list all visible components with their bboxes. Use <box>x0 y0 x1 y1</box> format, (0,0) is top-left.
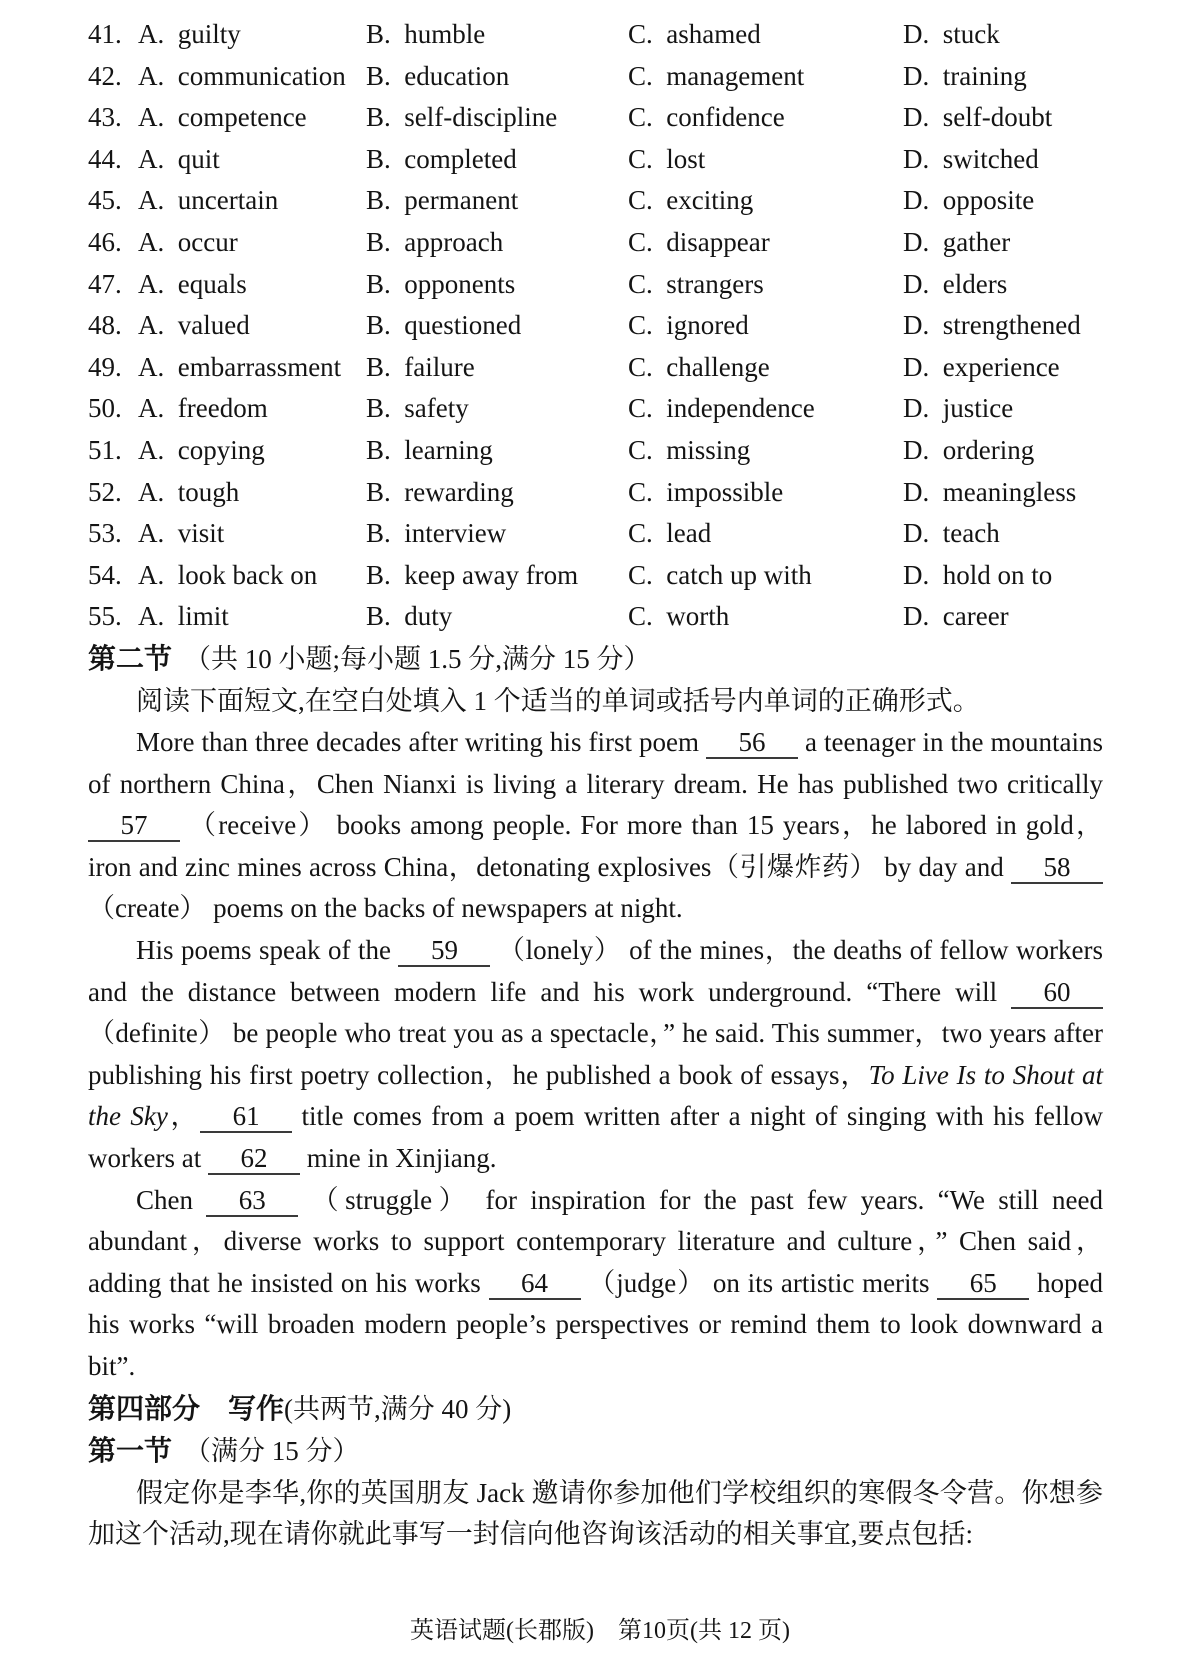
option-a: A. copying <box>138 434 265 465</box>
passage-text: Chen <box>136 1184 207 1215</box>
option-row <box>88 555 1103 597</box>
question-number: 49. <box>88 351 122 382</box>
option-a: A. valued <box>138 310 250 341</box>
section2-title: 第二节 <box>88 642 173 674</box>
option-a: A. communication <box>138 60 346 91</box>
option-a: A. freedom <box>138 393 268 424</box>
section2-note: （共 10 小题;每小题 1.5 分,满分 15 分） <box>184 643 651 674</box>
question-number: 51. <box>88 434 122 465</box>
option-b: B. education <box>366 60 510 91</box>
option-d: D. meaningless <box>903 476 1077 507</box>
option-c: C. challenge <box>628 351 770 382</box>
option-a: A. occur <box>138 226 238 257</box>
writing-section1-title: 第一节 <box>88 1435 173 1467</box>
option-c: C. ignored <box>628 310 749 341</box>
writing-section1-note: （满分 15 分） <box>184 1436 360 1467</box>
option-a: A. visit <box>138 518 225 549</box>
option-b: B. failure <box>366 351 475 382</box>
option-a: A. embarrassment <box>138 351 342 382</box>
passage-text: title comes from a poem written after a night of singing with his fellow workers at <box>88 1101 1104 1174</box>
option-c: C. disappear <box>628 226 770 257</box>
passage-text: （judge） on its artistic merits <box>580 1267 938 1298</box>
passage <box>88 722 1103 1388</box>
question-number: 54. <box>88 559 122 590</box>
passage-text: （definite） be people who treat you as a spectacle，” he said. This summer，two years after publishing his first poetry collection，he published a book of essays， <box>88 1018 1103 1090</box>
blank-59: 59 <box>398 935 490 967</box>
option-c: C. exciting <box>628 185 754 216</box>
passage-paragraph <box>88 1180 1103 1388</box>
option-c: C. impossible <box>628 476 784 507</box>
question-number: 42. <box>88 60 122 91</box>
blank-61: 61 <box>200 1101 292 1133</box>
option-c: C. independence <box>628 393 815 424</box>
option-d: D. ordering <box>903 434 1035 465</box>
option-a: A. limit <box>138 601 229 632</box>
option-c: C. catch up with <box>628 559 812 590</box>
question-number: 41. <box>88 19 122 49</box>
option-a: A. competence <box>138 102 307 133</box>
book-title: To Live Is to Shout at the Sky <box>88 1059 1103 1132</box>
option-d: D. career <box>903 601 1009 632</box>
blank-63: 63 <box>206 1185 298 1217</box>
passage-text: hoped his works “will broaden modern people’s perspectives or remind them to look downward a bit”. <box>88 1267 1103 1381</box>
option-d: D. opposite <box>903 185 1035 216</box>
option-b: B. completed <box>366 143 517 174</box>
option-row <box>88 513 1103 555</box>
option-b: B. approach <box>366 226 504 257</box>
question-number: 43. <box>88 102 122 133</box>
passage-text: His poems speak of the <box>136 935 399 966</box>
option-c: C. missing <box>628 434 751 465</box>
option-b: B. duty <box>366 601 453 632</box>
option-a: A. uncertain <box>138 185 279 216</box>
part4-title: 第四部分 写作 <box>88 1392 285 1424</box>
option-row <box>88 388 1103 430</box>
part4-heading <box>88 1388 1103 1431</box>
option-d: D. justice <box>903 393 1014 424</box>
option-d: D. teach <box>903 518 1000 549</box>
question-number: 46. <box>88 226 122 257</box>
option-row <box>88 97 1103 139</box>
option-d: D. elders <box>903 268 1008 299</box>
option-d: D. stuck <box>903 19 1000 49</box>
option-row <box>88 264 1103 306</box>
option-d: D. hold on to <box>903 559 1053 590</box>
option-row <box>88 222 1103 264</box>
blank-60: 60 <box>1011 977 1103 1009</box>
option-row <box>88 472 1103 514</box>
option-b: B. humble <box>366 19 486 49</box>
option-b: B. learning <box>366 434 493 465</box>
option-a: A. guilty <box>138 19 241 49</box>
option-a: A. look back on <box>138 559 318 590</box>
writing-section1-heading <box>88 1430 1103 1473</box>
option-a: A. equals <box>138 268 247 299</box>
passage-text: a teenager in the mountains of northern China，Chen Nianxi is living a literary dream. He has published two critically <box>88 727 1103 799</box>
option-row <box>88 180 1103 222</box>
blank-58: 58 <box>1011 852 1103 884</box>
option-row <box>88 430 1103 472</box>
option-row <box>88 14 1103 56</box>
question-number: 50. <box>88 393 122 424</box>
option-b: B. rewarding <box>366 476 514 507</box>
option-c: C. lead <box>628 518 712 549</box>
option-row <box>88 347 1103 389</box>
option-d: D. training <box>903 60 1027 91</box>
section2-heading <box>88 638 1103 681</box>
option-d: D. strengthened <box>903 310 1081 341</box>
option-row <box>88 305 1103 347</box>
passage-text: ， <box>167 1101 201 1132</box>
option-b: B. self-discipline <box>366 102 558 133</box>
question-number: 47. <box>88 268 122 299</box>
question-number: 52. <box>88 476 122 507</box>
option-d: D. switched <box>903 143 1039 174</box>
blank-56: 56 <box>706 727 798 759</box>
option-b: B. safety <box>366 393 469 424</box>
question-number: 44. <box>88 143 122 174</box>
option-c: C. management <box>628 60 805 91</box>
passage-text: （receive） books among people. For more than 15 years，he labored in gold，iron and zinc mines across China，detonating explosives（引爆炸药） by day and <box>88 810 1103 882</box>
passage-text: （struggle） for inspiration for the past few years. “We still need abundant，diverse works to support contemporary literature and culture，” Chen said，adding that he insisted on his works <box>88 1184 1103 1298</box>
gap-fill-instruction: 阅读下面短文,在空白处填入 1 个适当的单词或括号内单词的正确形式。 <box>136 685 980 716</box>
option-list <box>88 14 1103 638</box>
passage-text: More than three decades after writing his first poem <box>136 727 706 758</box>
option-d: D. gather <box>903 226 1011 257</box>
option-c: C. confidence <box>628 102 785 133</box>
writing-prompt: 假定你是李华,你的英国朋友 Jack 邀请你参加他们学校组织的寒假冬令营。你想参加这个活动,现在请你就此事写一封信向他咨询该活动的相关事宜,要点包括: <box>88 1477 1103 1550</box>
option-row <box>88 596 1103 638</box>
passage-text: （create） poems on the backs of newspapers at night. <box>88 893 683 924</box>
option-c: C. lost <box>628 143 706 174</box>
option-row <box>88 139 1103 181</box>
blank-57: 57 <box>88 810 180 842</box>
option-a: A. tough <box>138 476 240 507</box>
page-footer: 英语试题(长郡版) 第10页(共 12 页) <box>410 1618 790 1644</box>
option-b: B. opponents <box>366 268 516 299</box>
option-d: D. self-doubt <box>903 102 1053 133</box>
option-c: C. ashamed <box>628 19 761 49</box>
question-number: 45. <box>88 185 122 216</box>
blank-62: 62 <box>208 1143 300 1175</box>
option-b: B. interview <box>366 518 507 549</box>
question-number: 53. <box>88 518 122 549</box>
option-d: D. experience <box>903 351 1060 382</box>
option-row <box>88 56 1103 98</box>
part4-note: (共两节,满分 40 分) <box>284 1393 512 1424</box>
option-b: B. keep away from <box>366 559 579 590</box>
option-b: B. questioned <box>366 310 522 341</box>
option-c: C. worth <box>628 601 730 632</box>
question-number: 48. <box>88 310 122 341</box>
blank-65: 65 <box>937 1268 1029 1300</box>
passage-paragraph <box>88 930 1103 1180</box>
passage-text: mine in Xinjiang. <box>299 1143 497 1174</box>
option-b: B. permanent <box>366 185 519 216</box>
passage-text: （lonely） of the mines，the deaths of fellow workers and the distance between modern life and his work underground. “There will <box>88 935 1104 1007</box>
option-a: A. quit <box>138 143 220 174</box>
question-number: 55. <box>88 601 122 632</box>
option-c: C. strangers <box>628 268 764 299</box>
blank-64: 64 <box>489 1268 581 1300</box>
passage-paragraph <box>88 722 1103 930</box>
